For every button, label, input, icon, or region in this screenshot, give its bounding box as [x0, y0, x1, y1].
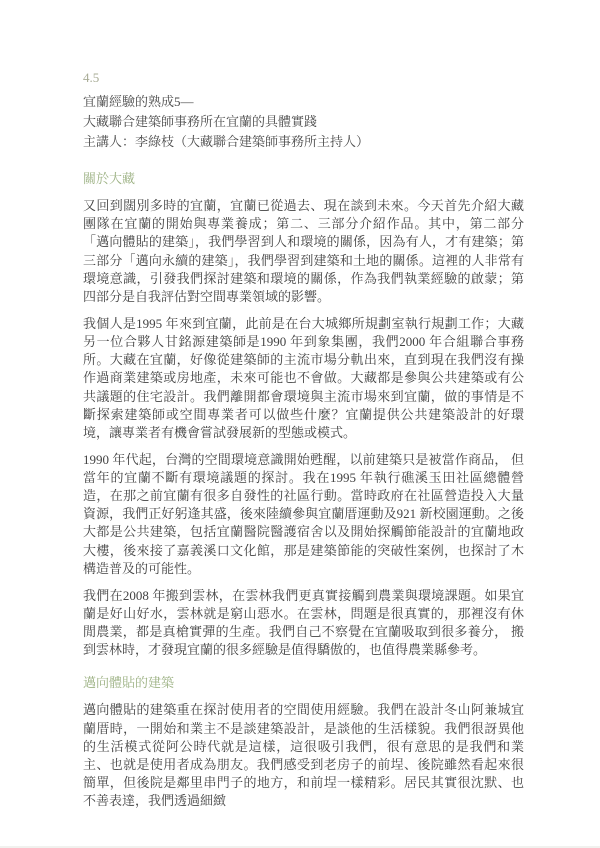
- paragraph-intro: 又回到闊別多時的宜蘭，宜蘭已從過去、現在談到未來。今天首先介紹大藏團隊在宜蘭的開始與專業養成；第二、三部分介紹作品。其中，第二部分「邁向體貼的建築」，我們學習到人和環境的關係，因為有人，才有建築；第三部分「邁向永續的建築」，我們學習到建築和土地的關係。這裡的人非常有環境意識，引發我們探討建築和環境的關係，作為我們執業經驗的啟蒙；第四部分是自我評估對空間專業領域的影響。: [83, 198, 524, 305]
- title-block: [83, 92, 524, 152]
- page-title-line-2: 大藏聯合建築師事務所在宜蘭的具體實踐: [83, 114, 318, 129]
- section-number: 4.5: [83, 70, 100, 85]
- paragraph-1990s: 1990 年代起，台灣的空間環境意識開始甦醒，以前建築只是被當作商品， 但當年的宜蘭不斷有環境議題的探討。我在1995 年執行礁溪玉田社區總體營造，在那之前宜蘭有很多自發性的社區行動。當時政府在社區營造投入大量資源，我們正好躬逢其盛，後來陸續參與宜蘭厝運動及921 新校園運動。之後大都是公共建築，包括宜蘭醫院醫護宿舍以及開始探觸節能設計的宜蘭地政大樓，後來接了嘉義溪口文化館，那是建築節能的突破性案例，也探討了木構造普及的可能性。: [83, 451, 524, 576]
- paragraph-considerate: 邁向體貼的建築重在探討使用者的空間使用經驗。我們在設計冬山阿兼城宜蘭厝時，一開始和業主不是談建築設計，是談他的生活樣貌。我們很訝異他的生活模式從阿公時代就是這樣，這很吸引我們，很有意思的是我們和業主、也就是使用者成為朋友。我們感受到老房子的前埕、後院雖然看起來很簡單，但後院是鄰里串門子的地方，和前埕一樣精彩。居民其實很沈默、也不善表達，我們透過細緻: [83, 702, 524, 809]
- paragraph-founding: 我個人是1995 年來到宜蘭，此前是在台大城鄉所規劃室執行規劃工作；大藏另一位合夥人甘銘源建築師是1990 年到象集團，我們2000 年合組聯合事務所。大藏在宜蘭，好像從建築師的主流市場分軌出來，直到現在我們沒有操作過商業建築或房地產，未來可能也不會做。大藏都是參與公共建築或有公共議題的住宅設計。我們離開都會環境與主流市場來到宜蘭，做的事情是不斷探索建築師或空間專業者可以做些什麼？宜蘭提供公共建築設計的好環境，讓專業者有機會嘗試發展新的型態或模式。: [83, 315, 524, 440]
- section-heading-considerate-architecture: 邁向體貼的建築: [83, 675, 175, 691]
- speaker-line: 主講人：李綠枝（大藏聯合建築師事務所主持人）: [83, 134, 370, 149]
- paragraph-yunlin: 我們在2008 年搬到雲林，在雲林我們更真實接觸到農業與環境課題。如果宜蘭是好山好水，雲林就是窮山惡水。在雲林，問題是很真實的，那裡沒有休閒農業，都是真槍實彈的生產。我們自己不察覺在宜蘭吸取到很多養分， 搬到雲林時，才發現宜蘭的很多經驗是值得驕傲的，也值得農業縣參考。: [83, 587, 524, 658]
- page-title-line-1: 宜蘭經驗的熟成5—: [83, 94, 194, 109]
- section-heading-about-dazang: 關於大藏: [83, 171, 136, 186]
